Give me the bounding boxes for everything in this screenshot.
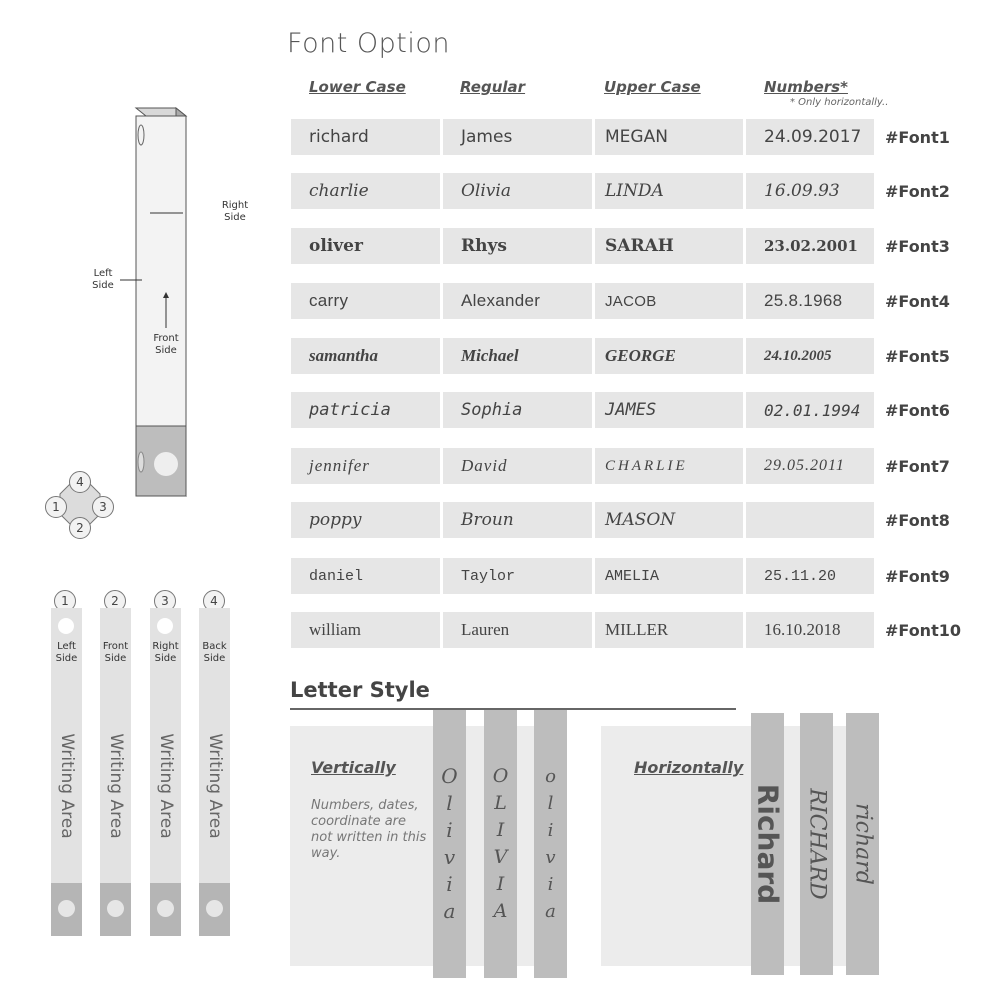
strip-1-number: 1 <box>54 590 76 612</box>
strip-1-writing-area: Writing Area <box>56 732 77 839</box>
vertical-letter: v <box>443 845 456 869</box>
horizontal-sample-1 <box>751 713 784 975</box>
strip-hole-icon <box>58 618 74 634</box>
font-tag-2: #Font2 <box>885 182 950 201</box>
horizontally-label: Horizontally <box>634 758 744 777</box>
sample-upper-font4: JACOB <box>595 283 743 319</box>
sample-lower-font1: richard <box>291 119 440 155</box>
vertical-letter: i <box>446 872 453 896</box>
vertical-letter: A <box>493 900 508 922</box>
strip-3-writing-area: Writing Area <box>155 732 176 839</box>
sample-upper-font3: SARAH <box>595 228 743 264</box>
horizontal-text-2: RICHARD <box>804 788 829 900</box>
font-tag-5: #Font5 <box>885 347 950 366</box>
right-side-label: Right Side <box>221 200 249 223</box>
sample-lower-font10: william <box>291 612 440 648</box>
strip-2-writing-area: Writing Area <box>105 732 126 839</box>
strip-back-side <box>199 608 230 883</box>
sample-regular-font8: Broun <box>443 502 592 538</box>
numbers-note: * Only horizontally.. <box>790 97 889 108</box>
strip-2-label: Front Side <box>102 641 129 664</box>
strip-hole-icon <box>157 618 173 634</box>
sample-upper-font6: JAMES <box>595 392 743 428</box>
vertical-sample-3 <box>534 710 567 978</box>
column-header-numbers: Numbers* <box>764 78 848 96</box>
vertical-sample-2 <box>484 710 517 978</box>
sample-number-font2: 16.09.93 <box>746 173 874 209</box>
strip-front-side <box>100 608 131 883</box>
vertical-letter: I <box>496 819 505 841</box>
horizontal-text-3: richard <box>850 803 875 885</box>
sample-number-font5: 24.10.2005 <box>746 338 874 374</box>
sample-regular-font6: Sophia <box>443 392 592 428</box>
font-tag-6: #Font6 <box>885 401 950 420</box>
position-1-badge: 1 <box>45 496 67 518</box>
font-tag-3: #Font3 <box>885 237 950 256</box>
strip-right-side <box>150 608 181 883</box>
sample-lower-font4: carry <box>291 283 440 319</box>
sample-number-font1: 24.09.2017 <box>746 119 874 155</box>
sample-lower-font3: oliver <box>291 228 440 264</box>
vertical-letter: i <box>547 820 554 841</box>
left-side-label: Left Side <box>92 268 114 291</box>
sample-lower-font2: charlie <box>291 173 440 209</box>
font-tag-8: #Font8 <box>885 511 950 530</box>
horizontal-sample-2 <box>800 713 833 975</box>
gem-icon <box>107 900 124 917</box>
sample-upper-font8: MASON <box>595 502 743 538</box>
sample-regular-font9: Taylor <box>443 558 592 594</box>
letter-style-title: Letter Style <box>290 678 430 702</box>
sample-regular-font3: Rhys <box>443 228 592 264</box>
strip-3-bottom <box>150 883 181 936</box>
vertical-sample-1 <box>433 710 466 978</box>
vertical-letter: i <box>547 874 554 895</box>
vertical-letter: a <box>443 899 456 923</box>
sample-number-font10: 16.10.2018 <box>746 612 874 648</box>
sample-regular-font10: Lauren <box>443 612 592 648</box>
vertical-letter: I <box>496 873 505 895</box>
vertical-letter: o <box>545 766 556 787</box>
sample-number-font6: 02.01.1994 <box>746 392 874 428</box>
position-2-badge: 2 <box>69 517 91 539</box>
product-bar-illustration <box>120 100 200 505</box>
vertical-text-3 <box>534 710 567 978</box>
horizontal-sample-3 <box>846 713 879 975</box>
sample-number-font3: 23.02.2001 <box>746 228 874 264</box>
sample-upper-font7: CHARLIE <box>595 448 743 484</box>
vertical-letter: i <box>446 818 453 842</box>
gem-icon <box>58 900 75 917</box>
vertical-letter: a <box>545 901 556 922</box>
vertical-note: Numbers, dates, coordinate are not written in this way. <box>311 798 427 861</box>
sample-lower-font9: daniel <box>291 558 440 594</box>
sample-number-font9: 25.11.20 <box>746 558 874 594</box>
vertical-letter: V <box>493 846 508 868</box>
vertical-letter: O <box>441 764 458 788</box>
sample-upper-font5: GEORGE <box>595 338 743 374</box>
sample-regular-font7: David <box>443 448 592 484</box>
strip-4-bottom <box>199 883 230 936</box>
vertical-letter: L <box>494 792 507 814</box>
strip-3-number: 3 <box>154 590 176 612</box>
position-4-badge: 4 <box>69 471 91 493</box>
vertical-text-1 <box>433 710 466 978</box>
vertical-text-2 <box>484 710 517 978</box>
sample-number-font4: 25.8.1968 <box>746 283 874 319</box>
strip-4-writing-area: Writing Area <box>204 732 225 839</box>
front-side-label: Front Side <box>153 333 179 356</box>
column-header-lower-case: Lower Case <box>309 78 406 96</box>
sample-upper-font9: AMELIA <box>595 558 743 594</box>
vertical-letter: l <box>547 793 554 814</box>
sample-regular-font2: Olivia <box>443 173 592 209</box>
sample-upper-font1: MEGAN <box>595 119 743 155</box>
font-tag-7: #Font7 <box>885 457 950 476</box>
column-header-regular: Regular <box>460 78 526 96</box>
gem-icon <box>206 900 223 917</box>
sample-regular-font5: Michael <box>443 338 592 374</box>
column-header-upper-case: Upper Case <box>604 78 701 96</box>
font-tag-10: #Font10 <box>885 621 961 640</box>
horizontal-text-1: Richard <box>751 783 784 905</box>
sample-lower-font8: poppy <box>291 502 440 538</box>
position-3-badge: 3 <box>92 496 114 518</box>
font-tag-1: #Font1 <box>885 128 950 147</box>
strip-1-bottom <box>51 883 82 936</box>
vertically-label: Vertically <box>311 758 396 777</box>
strip-4-label: Back Side <box>202 641 227 664</box>
strip-2-bottom <box>100 883 131 936</box>
gem-icon <box>157 900 174 917</box>
sample-regular-font4: Alexander <box>443 283 592 319</box>
strip-3-label: Right Side <box>152 641 179 664</box>
sample-upper-font10: MILLER <box>595 612 743 648</box>
sample-upper-font2: LINDA <box>595 173 743 209</box>
sample-lower-font5: samantha <box>291 338 440 374</box>
sample-regular-font1: James <box>443 119 592 155</box>
font-tag-9: #Font9 <box>885 567 950 586</box>
page-title: Font Option <box>287 28 450 59</box>
font-tag-4: #Font4 <box>885 292 950 311</box>
vertical-letter: O <box>492 765 509 787</box>
vertical-letter: v <box>545 847 556 868</box>
sample-number-font8 <box>746 502 874 538</box>
sample-lower-font7: jennifer <box>291 448 440 484</box>
strip-1-label: Left Side <box>55 641 78 664</box>
strip-4-number: 4 <box>203 590 225 612</box>
sample-lower-font6: patricia <box>291 392 440 428</box>
strip-2-number: 2 <box>104 590 126 612</box>
sample-number-font7: 29.05.2011 <box>746 448 874 484</box>
strip-left-side <box>51 608 82 883</box>
vertical-letter: l <box>446 791 453 815</box>
